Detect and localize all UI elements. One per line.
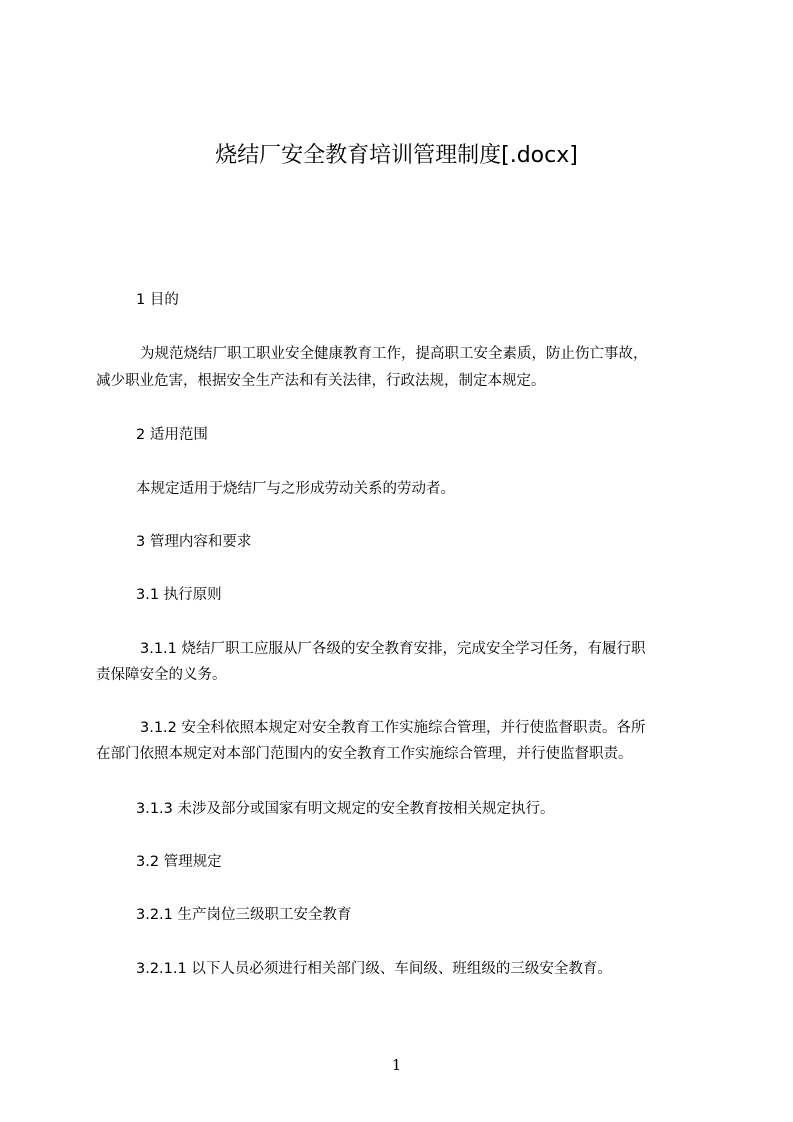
section-3-1-1-line-1: 3.1.1 烧结厂职工应服从厂各级的安全教育安排，完成安全学习任务，有履行职 (140, 641, 646, 657)
section-3-1-2-line-2: 在部门依照本规定对本部门范围内的安全教育工作实施综合管理，并行使监督职责。 (96, 746, 633, 762)
section-3-1-3: 3.1.3 未涉及部分或国家有明文规定的安全教育按相关规定执行。 (136, 801, 555, 817)
page-number: 1 (391, 1056, 402, 1074)
section-3-1-1-line-2: 责保障安全的义务。 (96, 667, 227, 683)
document-title: 烧结厂安全教育培训管理制度[.docx] (215, 143, 578, 168)
section-1-body-line-1: 为规范烧结厂职工职业安全健康教育工作，提高职工安全素质，防止伤亡事故， (140, 346, 648, 362)
section-3-2-heading: 3.2 管理规定 (136, 854, 222, 870)
section-3-1-heading: 3.1 执行原则 (136, 587, 222, 603)
section-1-body-line-2: 减少职业危害，根据安全生产法和有关法律，行政法规，制定本规定。 (96, 373, 546, 389)
section-3-2-1-1: 3.2.1.1 以下人员必须进行相关部门级、车间级、班组级的三级安全教育。 (136, 961, 612, 977)
section-1-heading: 1 目的 (136, 292, 179, 308)
section-3-2-1-heading: 3.2.1 生产岗位三级职工安全教育 (136, 907, 352, 923)
section-2-heading: 2 适用范围 (136, 427, 208, 443)
section-2-body: 本规定适用于烧结厂与之形成劳动关系的劳动者。 (136, 481, 455, 497)
section-3-1-2-line-1: 3.1.2 安全科依照本规定对安全教育工作实施综合管理，并行使监督职责。各所 (140, 720, 646, 736)
section-3-heading: 3 管理内容和要求 (136, 534, 252, 550)
